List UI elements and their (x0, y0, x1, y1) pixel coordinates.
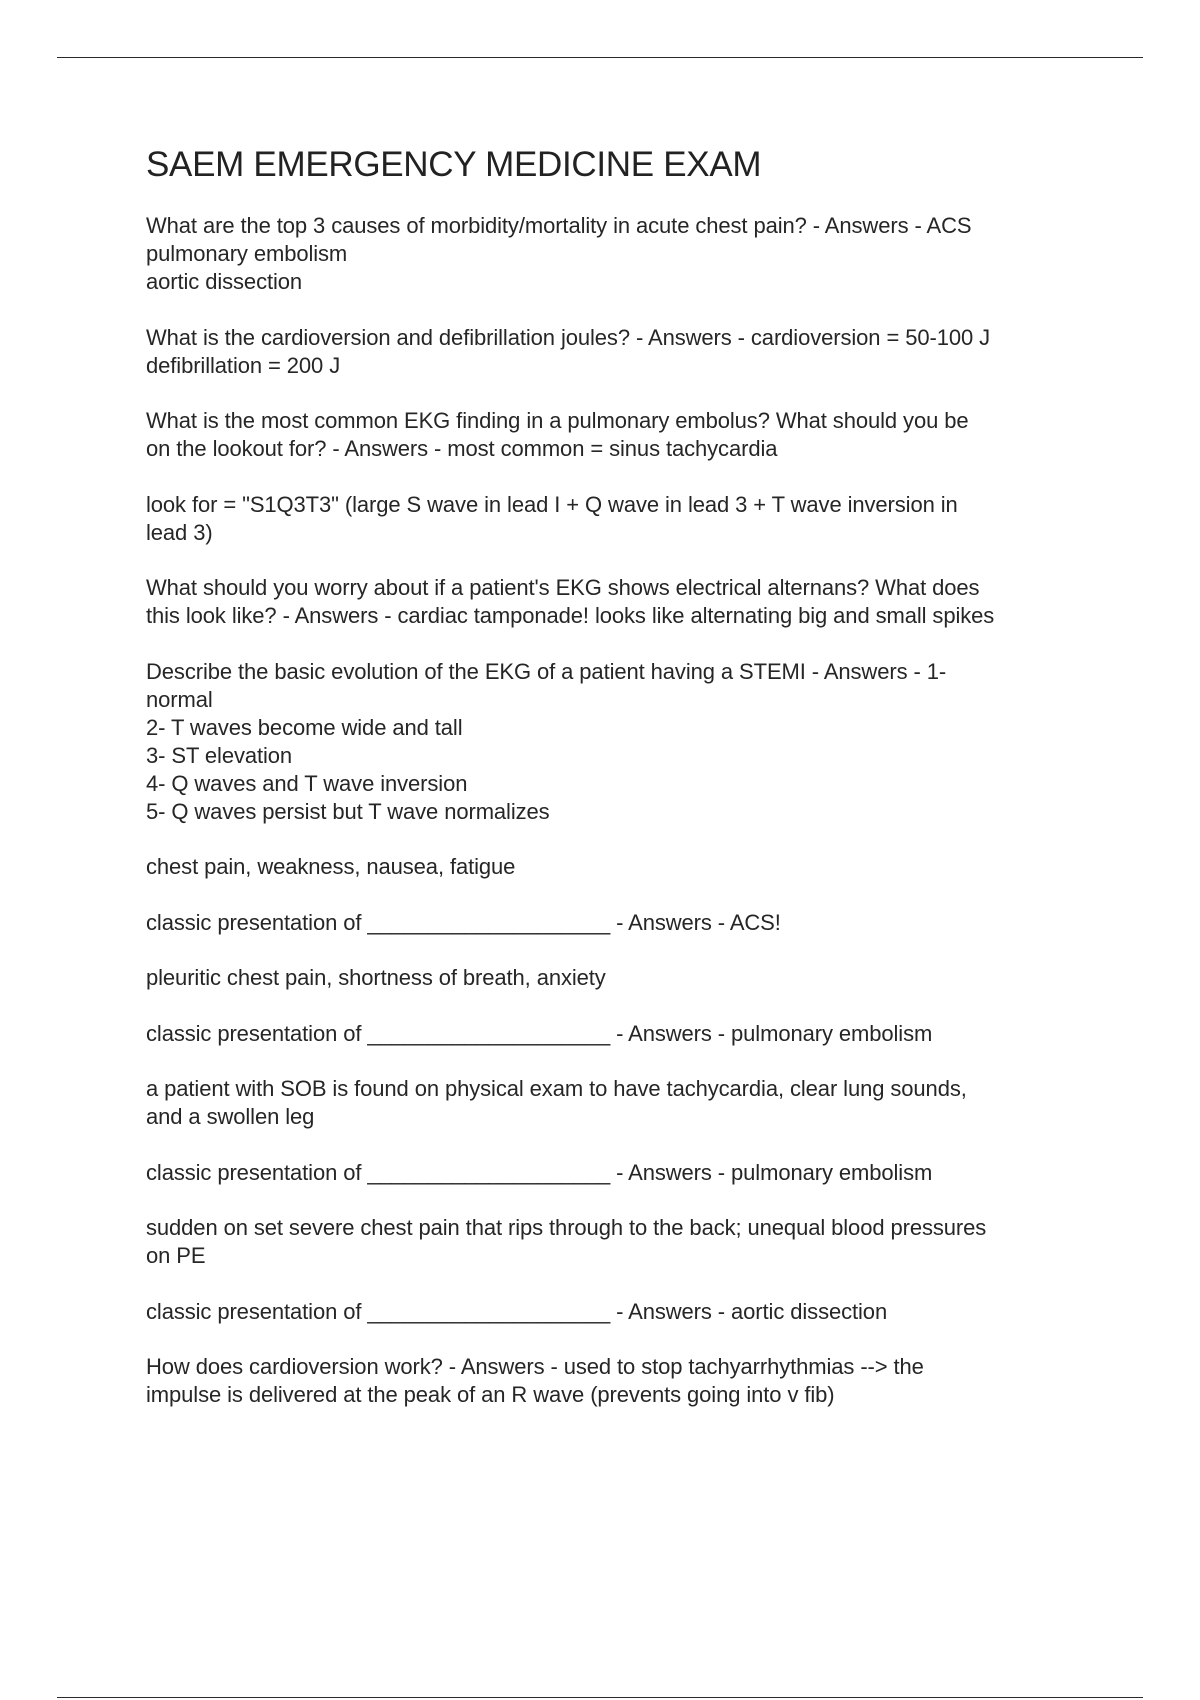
qa-paragraph: classic presentation of ____________________ - Answers - pulmonary embolism (146, 1159, 933, 1185)
qa-paragraph: pleuritic chest pain, shortness of breath, anxiety (146, 965, 606, 990)
qa-paragraph: How does cardioversion work? - Answers - used to stop tachyarrhythmias --> the impulse is delivered at the peak of an R wave (prevents going into v fib) (146, 1354, 924, 1407)
qa-paragraph: What are the top 3 causes of morbidity/mortality in acute chest pain? - Answers - ACS pulmonary embolism aortic dissection (146, 213, 972, 294)
qa-paragraph: What should you worry about if a patient's EKG shows electrical alternans? What does this look like? - Answers - cardiac tamponade! looks like alternating big and small spikes (146, 575, 995, 628)
qa-paragraph: sudden on set severe chest pain that rips through to the back; unequal blood pressures on PE (146, 1215, 987, 1268)
document-title: SAEM EMERGENCY MEDICINE EXAM (146, 145, 762, 184)
footer-rule (57, 1697, 1143, 1698)
qa-paragraph: What is the most common EKG finding in a pulmonary embolus? What should you be on the lookout for? - Answers - most common = sinus tachycardia (146, 408, 969, 461)
document-body (146, 143, 1106, 1437)
header-rule (57, 57, 1143, 58)
qa-paragraph: classic presentation of ____________________ - Answers - pulmonary embolism (146, 1020, 933, 1046)
qa-paragraph: a patient with SOB is found on physical exam to have tachycardia, clear lung sounds, and a swollen leg (146, 1076, 967, 1129)
qa-paragraph: look for = "S1Q3T3" (large S wave in lead I + Q wave in lead 3 + T wave inversion in lead 3) (146, 491, 958, 545)
qa-paragraph: Describe the basic evolution of the EKG of a patient having a STEMI - Answers - 1- normal 2- T waves become wide and tall 3- ST elevation 4- Q waves and T wave inversion 5- Q waves persist but T wave normalizes (146, 658, 947, 824)
qa-paragraph: chest pain, weakness, nausea, fatigue (146, 854, 516, 879)
qa-paragraph: classic presentation of ____________________ - Answers - ACS! (146, 909, 781, 935)
qa-paragraph: classic presentation of ____________________ - Answers - aortic dissection (146, 1298, 888, 1324)
qa-paragraph: What is the cardioversion and defibrillation joules? - Answers - cardioversion = 50-100 J defibrillation = 200 J (146, 324, 991, 378)
